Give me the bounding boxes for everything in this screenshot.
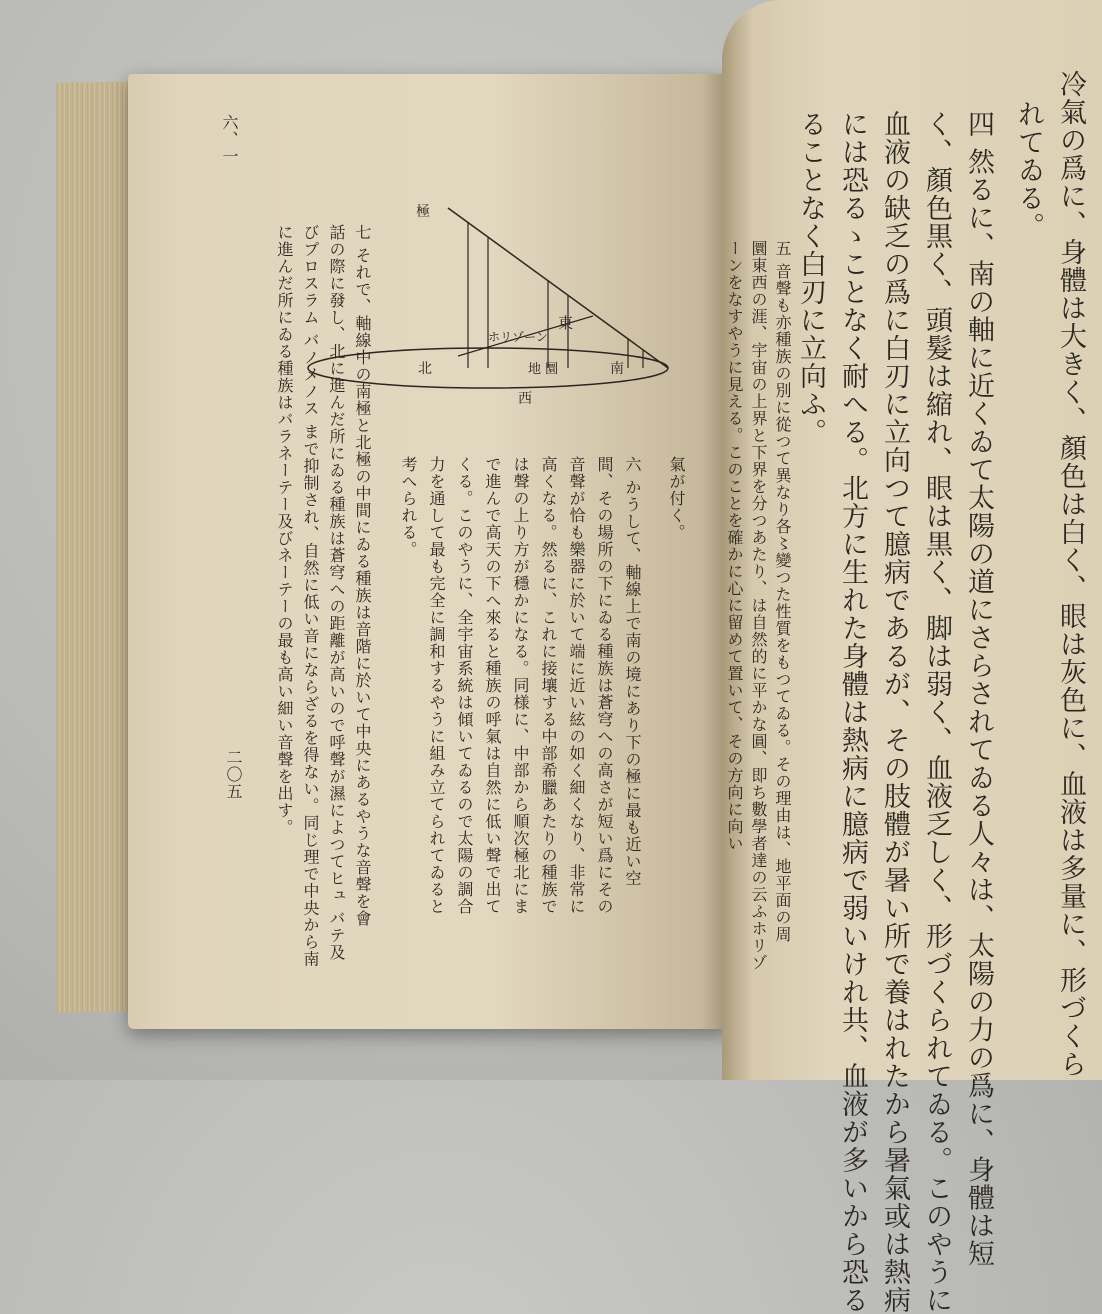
text-line: 七 それで、軸線中の南極と北極の中間にゐる種族は音階に於いて中央にあるやうな音聲を會 — [353, 224, 372, 928]
text-line: 考へられる。 — [399, 456, 418, 558]
text-line: くる。このやうに、全宇宙系統は傾いてゐるので太陽の調合 — [455, 456, 474, 915]
label-horizon: ホリゾーン — [488, 330, 548, 344]
page-number: 二〇五 — [224, 749, 243, 800]
text-line: 力を通して最も完全に調和するやうに組み立てられてゐると — [427, 456, 446, 915]
text-line: 音聲が恰も樂器に於いて端に近い絃の如く細くなり、非常に — [567, 456, 586, 915]
text-line: 氣が付く。 — [667, 456, 686, 541]
text-line: 間、その場所の下にゐる種族は蒼穹への高さが短い爲にその — [595, 456, 614, 915]
right-page — [722, 0, 1102, 1314]
text-line: 圜東西の涯、宇宙の上界と下界を分つあたり、は自然的に平かな圓、即ち數學者達の云ふホリゾ — [749, 240, 768, 971]
label-west: 西 — [518, 391, 532, 407]
text-line: には恐るゝことなく耐へる。北方に生れた身體は熱病に臆病で弱いけれ共、血液が多いから恐る — [837, 110, 868, 1314]
label-south: 南 — [610, 361, 624, 377]
text-line: れてゐる。 — [1013, 100, 1044, 240]
text-line: く、顏色黒く、頭髮は縮れ、眼は黒く、脚は弱く、血液乏しく、形づくられてゐる。このやうに — [921, 110, 952, 1314]
text-line: で進んで高天の下へ來ると種族の呼氣は自然に低い聲で出て — [483, 456, 502, 915]
text-line: 四 然るに、南の軸に近くゐて太陽の道にさらされてゐる人々は、太陽の力の爲に、身體は短 — [963, 110, 994, 1268]
text-line: 六 かうして、軸線上で南の境にあり下の極に最も近い空 — [623, 456, 642, 888]
text-line: 高くなる。然るに、これに接壤する中部希臘あたりの種族で — [539, 456, 558, 915]
text-line: 血液の缺乏の爲に白刃に立向つて臆病であるが、その肢體が暑い所で養はれたから暑氣或は熱病 — [879, 110, 910, 1314]
text-line: 冷氣の爲に、身體は大きく、顏色は白く、眼は灰色に、血液は多量に、形づくら — [1055, 70, 1086, 1078]
text-line: ーンをなすやうに見える。このことを確かに心に留めて置いて、その方向に向い — [725, 240, 744, 852]
label-pole: 極 — [416, 204, 430, 220]
label-east: 東 — [558, 314, 574, 332]
text-line: 五 音聲も亦種族の別に從つて異なり各〻變つた性質をもつてゐる。その理由は、地平面の周 — [773, 240, 792, 944]
text-line: に進んだ所にゐる種族はバラネーテー及びネーテーの最も高い細い音聲を出す。 — [275, 224, 294, 836]
text-line: びプロスラム バノメノス まで抑制され、自然に低い音にならざるを得ない。同じ理で中央から南 — [301, 224, 320, 968]
label-earth-circle: 地 圜 — [528, 362, 559, 377]
text-line: ることなく白刃に立向ふ。 — [795, 110, 826, 446]
text-line: 話の際に發し、北に進んだ所にゐる種族は蒼穹への距離が高いので呼聲が濕によつてヒュ バテ及 — [327, 224, 346, 962]
horizon-diagram — [288, 128, 628, 418]
text-line: は聲の上り方が穩かになる。同様に、中部から順次極北にま — [511, 456, 530, 915]
page-header: 六、一 — [220, 114, 239, 165]
label-north: 北 — [418, 361, 432, 377]
